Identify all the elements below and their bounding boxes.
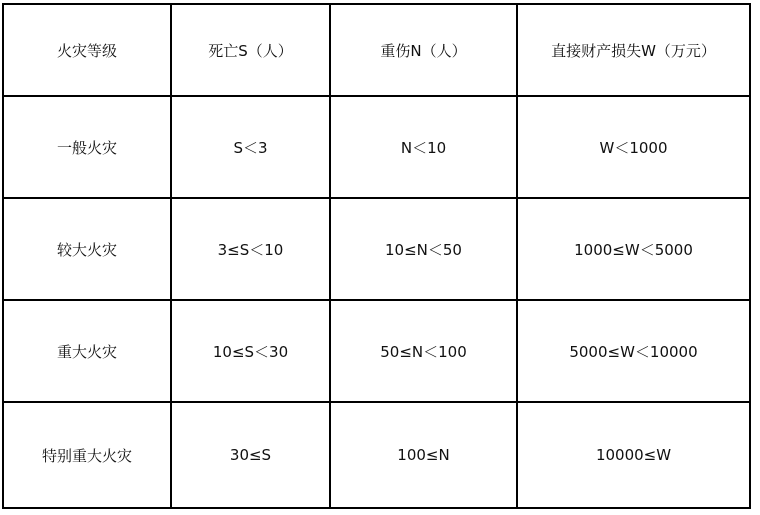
table-row [3, 402, 750, 508]
table-header-row [3, 4, 750, 96]
header-fire-grade: 火灾等级 [3, 4, 171, 96]
cell-property-loss: 10000≤W [517, 402, 750, 508]
table-row [3, 96, 750, 198]
cell-property-loss: 5000≤W＜10000 [517, 300, 750, 402]
cell-property-loss: 1000≤W＜5000 [517, 198, 750, 300]
cell-fire-grade: 重大火灾 [3, 300, 171, 402]
cell-deaths: S＜3 [171, 96, 330, 198]
cell-serious-injuries: 100≤N [330, 402, 517, 508]
header-deaths: 死亡S（人） [171, 4, 330, 96]
table-row [3, 300, 750, 402]
cell-deaths: 3≤S＜10 [171, 198, 330, 300]
cell-fire-grade: 较大火灾 [3, 198, 171, 300]
cell-fire-grade: 一般火灾 [3, 96, 171, 198]
cell-property-loss: W＜1000 [517, 96, 750, 198]
cell-serious-injuries: 50≤N＜100 [330, 300, 517, 402]
header-property-loss: 直接财产损失W（万元） [517, 4, 750, 96]
cell-deaths: 30≤S [171, 402, 330, 508]
cell-deaths: 10≤S＜30 [171, 300, 330, 402]
cell-serious-injuries: N＜10 [330, 96, 517, 198]
header-serious-injuries: 重伤N（人） [330, 4, 517, 96]
cell-fire-grade: 特别重大火灾 [3, 402, 171, 508]
fire-grade-table [2, 3, 751, 509]
cell-serious-injuries: 10≤N＜50 [330, 198, 517, 300]
table-row [3, 198, 750, 300]
